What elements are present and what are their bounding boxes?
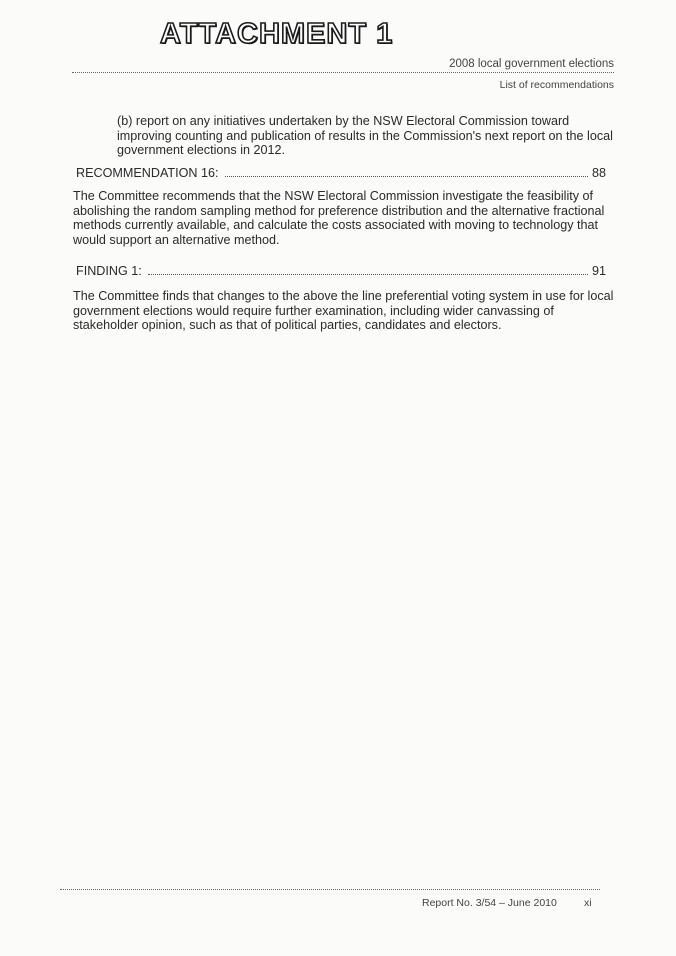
recommendation-16-page: 88 [591,166,606,180]
header-section-name: List of recommendations [499,79,614,91]
footer-divider [60,889,600,890]
finding-1-page: 91 [591,264,606,278]
recommendation-16-entry [76,166,606,180]
finding-1-label: FINDING 1: [76,264,142,278]
finding-1-text: The Committee finds that changes to the above the line preferential voting system in use for local government elections would require further examination, including wider canvassing of stakeholder opinion, such as that of political parties, candidates and electors. [73,289,614,333]
dot-leader [148,273,588,275]
finding-1-entry [76,264,606,278]
header-divider [72,72,614,73]
footer-report-reference: Report No. 3/54 – June 2010 [422,897,557,909]
header-report-title: 2008 local government elections [449,58,614,70]
recommendation-16-label: RECOMMENDATION 16: [76,166,219,180]
footer-page-number: xi [584,897,592,909]
dot-leader [225,175,588,177]
recommendation-item-b: (b) report on any initiatives undertaken by the NSW Electoral Commission toward improving counting and publication of results in the Commission's next report on the local government elections in 2012. [117,114,613,158]
recommendation-16-text: The Committee recommends that the NSW Electoral Commission investigate the feasibility of abolishing the random sampling method for preference distribution and the alternative fractional methods currently available, and calculate the costs associated with moving to technology that would support an alternative method. [73,189,605,247]
attachment-title: ATTACHMENT 1 [160,18,394,50]
